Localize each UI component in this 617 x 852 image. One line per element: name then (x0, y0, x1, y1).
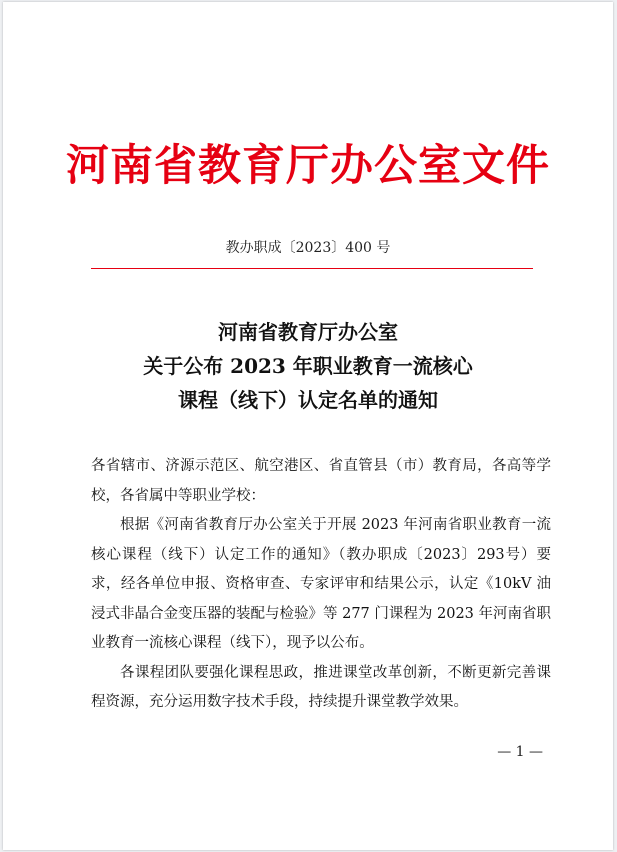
salutation: 各省辖市、济源示范区、航空港区、省直管县（市）教育局，各高等学校，各省属中等职业学校： (91, 458, 551, 504)
notice-title-line-3: 课程（线下）认定名单的通知 (178, 388, 438, 412)
body-paragraph-1: 根据《河南省教育厅办公室关于开展 2023 年河南省职业教育一流核心课程（线下）认定工作的通知》（教办职成〔2023〕293号）要求，经各单位申报、资格审查、专家评审和结果公示，认定《10kV 油浸式非晶合金变压器的装配与检验》等 277 门课程为 2023 年河南省职业教育一流核心课程（线下），现予以公布。 (91, 517, 552, 651)
document-page (3, 2, 613, 850)
page-number: — 1 — (497, 744, 543, 760)
notice-title-line-1: 河南省教育厅办公室 (218, 320, 398, 344)
notice-title (3, 315, 613, 417)
notice-title-line-2: 关于公布 2023 年职业教育一流核心 (143, 354, 473, 378)
red-divider-line (91, 268, 533, 269)
body-paragraph-2: 各课程团队要强化课程思政，推进课堂改革创新，不断更新完善课程资源，充分运用数字技术手段，持续提升课堂教学效果。 (91, 664, 551, 710)
notice-body (91, 452, 551, 718)
document-number: 教办职成〔2023〕400 号 (225, 240, 391, 256)
document-header-title: 河南省教育厅办公室文件 (66, 141, 550, 191)
